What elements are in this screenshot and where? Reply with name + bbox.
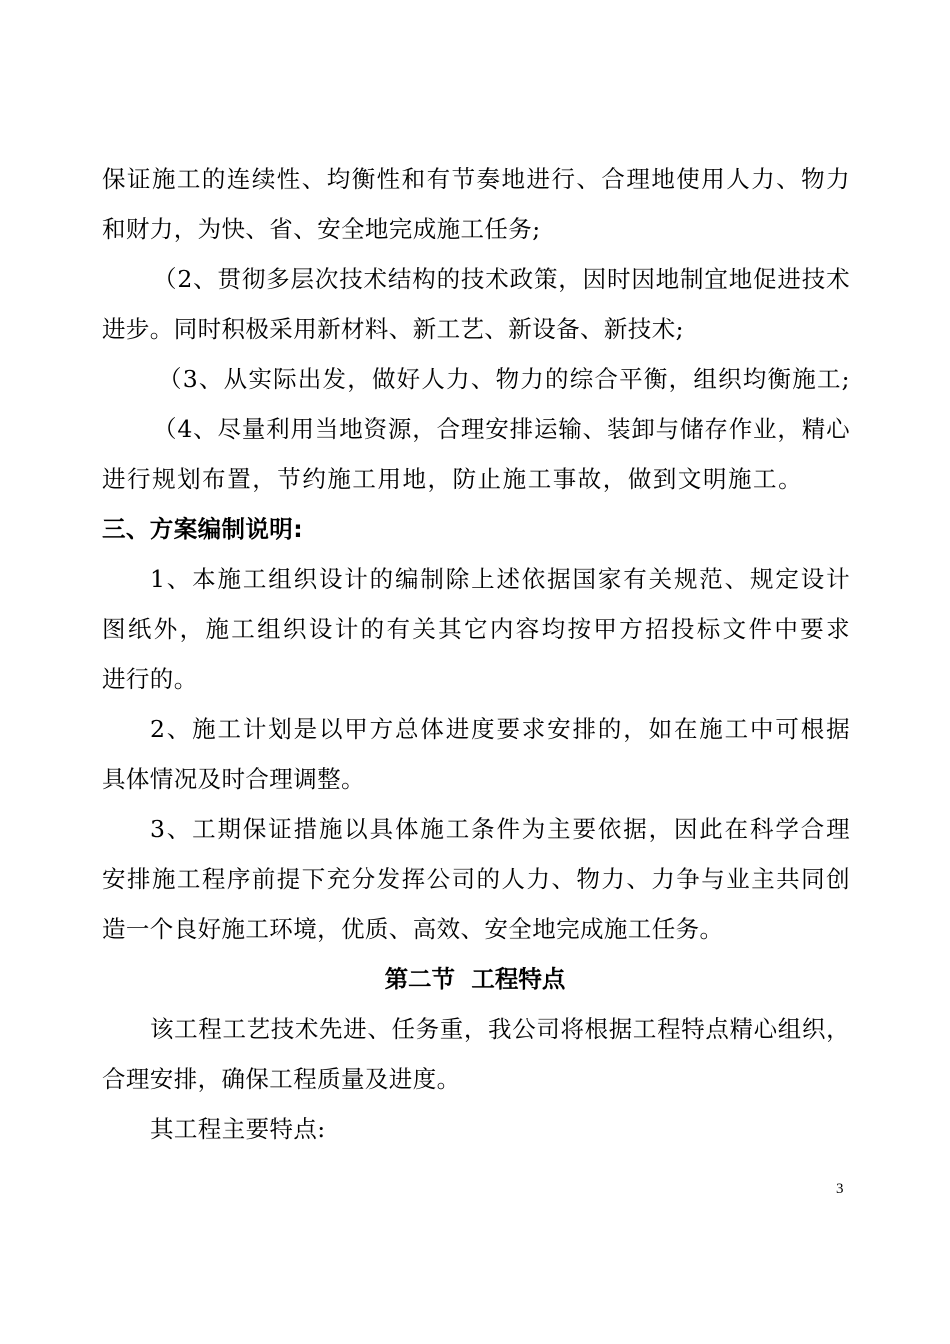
- paragraph-line-14: 3、工期保证措施以具体施工条件为主要依据，因此在科学合理: [150, 815, 850, 843]
- section-heading-3: 三、方案编制说明:: [102, 515, 303, 543]
- page-number: 3: [836, 1181, 844, 1197]
- paragraph-line-10: 图纸外，施工组织设计的有关其它内容均按甲方招投标文件中要求: [102, 615, 850, 643]
- paragraph-line-13: 具体情况及时合理调整。: [102, 765, 365, 793]
- section-title-engineering-features: 第二节 工程特点: [384, 965, 566, 993]
- paragraph-line-1: 保证施工的连续性、均衡性和有节奏地进行、合理地使用人力、物力: [102, 165, 850, 193]
- paragraph-line-9: 1、本施工组织设计的编制除上述依据国家有关规范、规定设计: [150, 565, 850, 593]
- paragraph-line-16: 造一个良好施工环境，优质、高效、安全地完成施工任务。: [102, 915, 724, 943]
- paragraph-line-5: （3、从实际出发，做好人力、物力的综合平衡，组织均衡施工;: [158, 365, 850, 393]
- paragraph-line-6: （4、尽量利用当地资源，合理安排运输、装卸与储存作业，精心: [153, 415, 850, 443]
- paragraph-line-20: 其工程主要特点:: [150, 1115, 326, 1143]
- paragraph-line-4: 进步。同时积极采用新材料、新工艺、新设备、新技术;: [102, 315, 684, 343]
- paragraph-line-3: （2、贯彻多层次技术结构的技术政策，因时因地制宜地促进技术: [153, 265, 850, 293]
- paragraph-line-15: 安排施工程序前提下充分发挥公司的人力、物力、力争与业主共同创: [102, 865, 850, 893]
- paragraph-line-2: 和财力，为快、省、安全地完成施工任务;: [102, 215, 541, 243]
- paragraph-line-7: 进行规划布置，节约施工用地，防止施工事故，做到文明施工。: [102, 465, 802, 493]
- paragraph-line-18: 该工程工艺技术先进、任务重，我公司将根据工程特点精心组织，: [150, 1015, 850, 1043]
- paragraph-line-12: 2、施工计划是以甲方总体进度要求安排的，如在施工中可根据: [150, 715, 850, 743]
- paragraph-line-19: 合理安排，确保工程质量及进度。: [102, 1065, 461, 1093]
- paragraph-line-11: 进行的。: [102, 665, 198, 693]
